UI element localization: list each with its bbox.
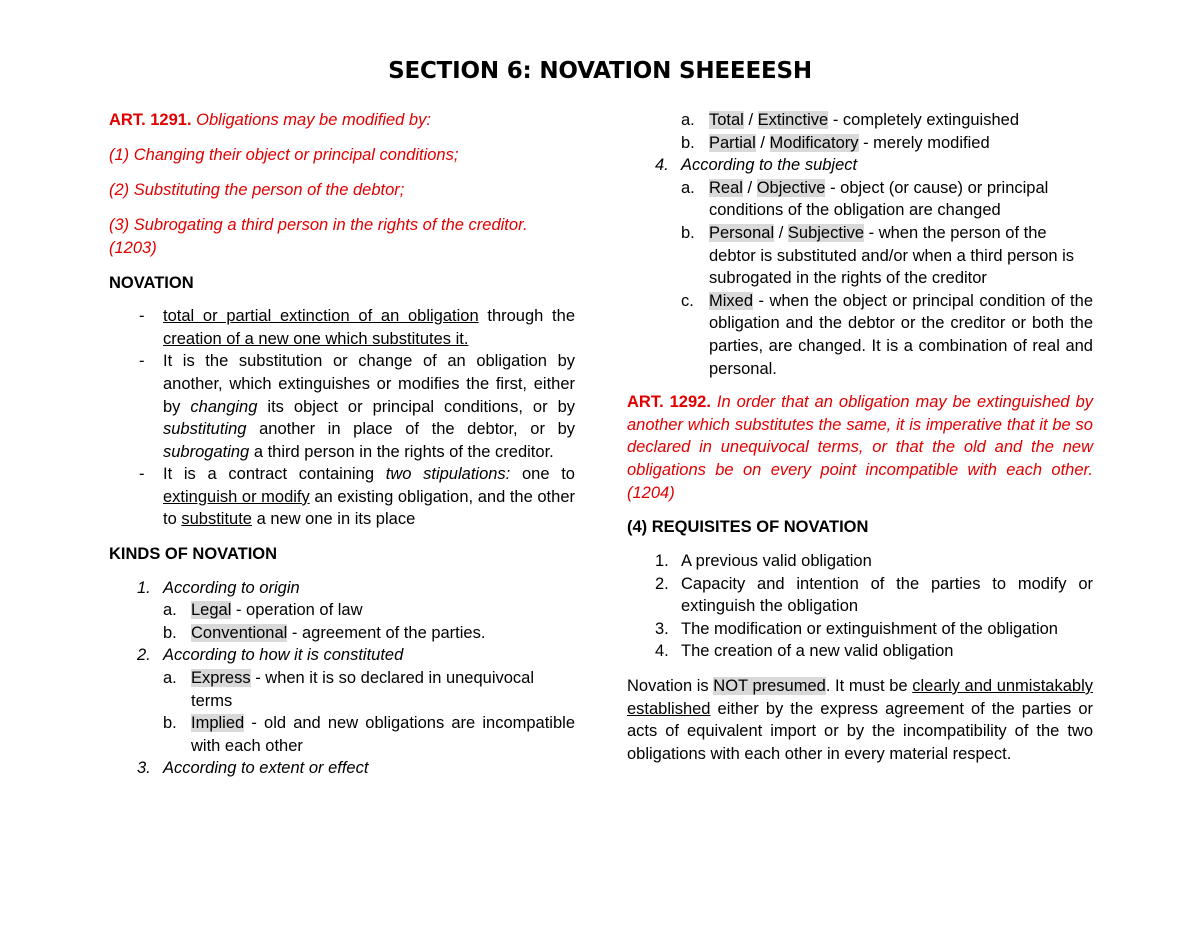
novation-definition-list: [109, 305, 575, 531]
art-1291-item-1: (1) Changing their object or principal conditions;: [109, 145, 459, 164]
kind-2: 2. According to how it is constituted: [137, 646, 404, 665]
list-item: - It is the substitution or change of an obligation by another, which extinguishes or modifies the first, either by changing its object or principal conditions, or by substituting another in place of the debtor, or by subrogating a third person in the rights of the creditor.: [139, 352, 575, 461]
closing-paragraph: Novation is NOT presumed. It must be clearly and unmistakably established either by the express agreement of the parties or acts of equivalent import or by the incompatibility of the two obligations with each other in every material respect.: [627, 677, 1093, 763]
kind-1b: b. Conventional - agreement of the parties.: [163, 623, 486, 642]
kinds-heading: KINDS OF NOVATION: [109, 545, 278, 564]
kind-3: 3. According to extent or effect: [137, 759, 369, 778]
art-1291-label: ART. 1291.: [109, 111, 192, 129]
art-1291-item-3: (3) Subrogating a third person in the rights of the creditor. (1203): [109, 215, 528, 257]
kind-1a: a. Legal - operation of law: [163, 601, 363, 620]
right-column: [627, 109, 1093, 765]
list-item: 3. The modification or extinguishment of the obligation: [655, 619, 1058, 638]
left-column: [109, 109, 575, 780]
kind-2a: a. Express - when it is so declared in unequivocal terms: [163, 669, 535, 710]
novation-heading: NOVATION: [109, 273, 194, 292]
kind-4: 4. According to the subject: [655, 156, 858, 175]
kind-2b: b. Implied - old and new obligations are incompatible with each other: [163, 714, 575, 755]
list-item: 2. Capacity and intention of the parties to modify or extinguish the obligation: [655, 574, 1093, 616]
kind-3b: b. Partial / Modificatory - merely modified: [681, 133, 990, 152]
art-1291-intro-text: Obligations may be modified by:: [196, 111, 431, 129]
list-item: - total or partial extinction of an obligation through the creation of a new one which substitutes it.: [139, 307, 575, 348]
art-1291-item-2: (2) Substituting the person of the debtor;: [109, 180, 405, 199]
art-1291-intro: [109, 109, 575, 132]
requisites-heading: (4) REQUISITES OF NOVATION: [627, 518, 869, 537]
kind-4a: a. Real / Objective - object (or cause) or principal conditions of the obligation are changed: [681, 178, 1049, 220]
kind-4b: b. Personal / Subjective - when the person of the debtor is substituted and/or when a third person is subrogated in the rights of the creditor: [681, 223, 1075, 288]
list-item: - It is a contract containing two stipulations: one to extinguish or modify an existing obligation, and the other to substitute a new one in its place: [139, 465, 575, 529]
kind-3a: a. Total / Extinctive - completely extinguished: [681, 111, 1019, 129]
art-1292: ART. 1292. In order that an obligation may be extinguished by another which substitutes the same, it is imperative that it be so declared in unequivocal terms, or that the old and the new obligations be on every point incompatible with each other. (1204): [627, 393, 1093, 502]
requisites-list: [627, 550, 1093, 663]
list-item: 4. The creation of a new valid obligation: [655, 642, 954, 661]
kind-4c: c. Mixed - when the object or principal condition of the obligation and the debtor or the creditor or both the parties, are changed. It is a combination of real and personal.: [681, 291, 1093, 378]
art-1292-label: ART. 1292.: [627, 393, 711, 412]
list-item: 1. A previous valid obligation: [655, 552, 872, 571]
page-title: SECTION 6: NOVATION SHEEEESH: [388, 58, 812, 84]
kind-1: 1. According to origin: [137, 578, 300, 597]
